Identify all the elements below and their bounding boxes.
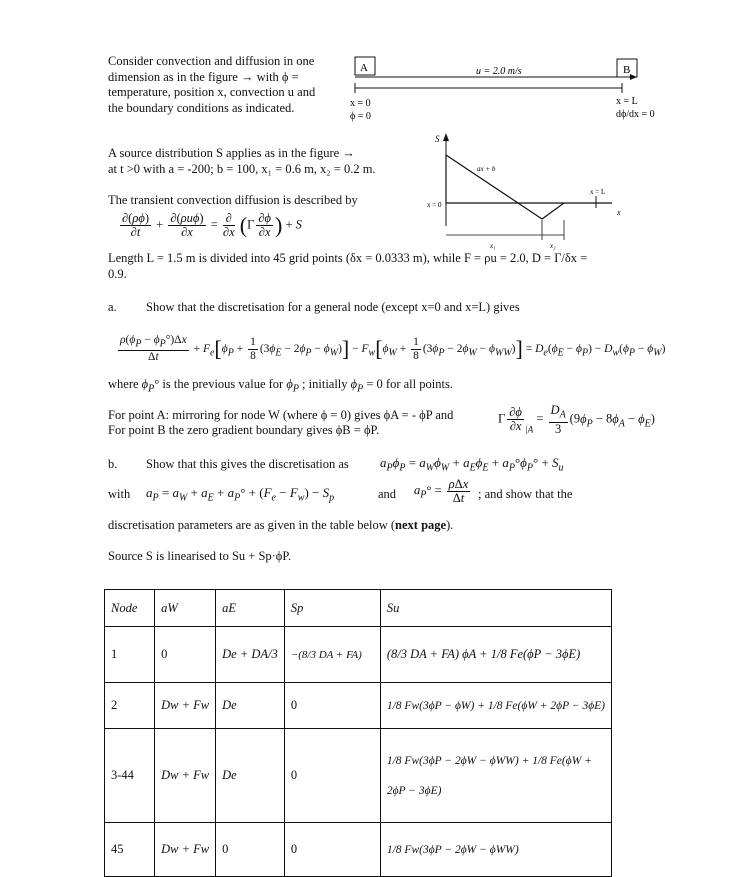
velocity-arrow-head	[630, 74, 637, 80]
general-discretisation-equation: $\frac{\rho(\phi_P - \phi_P^\circ)\Delta x}{\Delta t}$ + $F_e[\phi_P$ + $\frac{1}{8}$ $(3\phi_E - 2\phi_P - \phi_W)] - F_w[\phi_W$ + $\frac{1}{8}$ $(3\phi_P - 2\phi_W - \phi_{WW})] = D_e(\phi_E - \phi_P) - D_w(\phi_P - \phi_W)$	[120, 334, 666, 364]
row4-aw: Dw + Fw	[155, 823, 216, 877]
xl-label: x = L	[590, 188, 606, 196]
s-axis-label: S	[435, 134, 440, 144]
table-row	[105, 627, 612, 683]
point-b-text: For point B the zero gradient boundary gives ϕB = ϕP.	[108, 423, 380, 437]
row3-aw: Dw + Fw	[155, 729, 216, 823]
point-a-gradient-equation: Γ $\frac{\partial\phi}{\partial x}$ $_{|A}$ = $\frac{D_A}{3}$ $(9\phi_P - 8\phi_A - \phi_E)$	[498, 403, 655, 436]
row2-sp: 0	[284, 683, 380, 729]
with-and: and	[378, 487, 397, 501]
length-paragraph	[108, 251, 638, 282]
point-a-text: For point A: mirroring for node W (where ϕ = 0) gives ϕA = - ϕP and	[108, 408, 454, 422]
x2-label: x₂	[550, 242, 556, 250]
velocity-label: u = 2.0 m/s	[476, 66, 522, 77]
intro-line-1: Consider convection and diffusion in one	[108, 54, 315, 68]
linearised-text: Source S is linearised to Su + Sp·ϕP.	[108, 549, 292, 563]
row1-ae: De + DA/3	[216, 627, 285, 683]
header-aw: aW	[155, 590, 216, 627]
header-node: Node	[105, 590, 155, 627]
box-a-label: A	[360, 62, 368, 74]
row2-node: 2	[105, 683, 155, 729]
part-a-text: Show that the discretisation for a general node (except x=0 and x=L) gives	[146, 300, 520, 314]
intro-paragraph	[108, 54, 353, 116]
with-tail: ; and show that the	[478, 487, 573, 501]
row4-node: 45	[105, 823, 155, 877]
source-line-1: A source distribution S applies as in the figure →	[108, 146, 355, 160]
row4-su: 1/8 Fw(3ϕP − 2ϕW − ϕWW)	[380, 823, 611, 877]
header-sp: Sp	[284, 590, 380, 627]
row2-aw: Dw + Fw	[155, 683, 216, 729]
discretisation-table	[104, 589, 612, 877]
ax-b-label: ax + b	[477, 165, 496, 173]
row2-ae: De	[216, 683, 285, 729]
table-row	[105, 683, 612, 729]
ap-equation: $a_P = a_W + a_E + a_P^\circ + (F_e - F_w) - S_p$	[146, 485, 335, 504]
row4-ae: 0	[216, 823, 285, 877]
row1-aw: 0	[155, 627, 216, 683]
row4-sp: 0	[284, 823, 380, 877]
right-bc-label: dϕ/dx = 0	[616, 109, 655, 120]
source-figure	[420, 128, 640, 253]
length-line-1: Length L = 1.5 m is divided into 45 grid points (δx = 0.0333 m), while F = ρu = 2.0, D = Γ/δx =	[108, 251, 588, 265]
source-paragraph	[108, 146, 428, 177]
with-label: with	[108, 487, 131, 501]
discretisation-line: discretisation parameters are as given in the table below (next page).	[108, 518, 454, 532]
x-axis-label: x	[617, 208, 621, 217]
x0-label: x = 0	[427, 201, 442, 209]
row3-node: 3-44	[105, 729, 155, 823]
right-x-label: x = L	[616, 96, 638, 107]
ap0-equation: $a_P^\circ$ = $\frac{\text{ρΔx}}{\Delta t}$	[414, 477, 469, 505]
part-b-text: Show that this gives the discretisation as	[146, 457, 349, 471]
row1-node: 1	[105, 627, 155, 683]
left-phi-label: ϕ = 0	[350, 111, 371, 122]
header-su: Su	[380, 590, 611, 627]
header-ae: aE	[216, 590, 285, 627]
table-row	[105, 729, 612, 823]
x1-label: x₁	[490, 242, 496, 250]
table-header-row	[105, 590, 612, 627]
row3-ae: De	[216, 729, 285, 823]
row3-sp: 0	[284, 729, 380, 823]
part-a-label: a.	[108, 300, 117, 314]
domain-figure	[340, 52, 660, 127]
row1-sp: −(8/3 DA + FA)	[284, 627, 380, 683]
s-axis-head	[443, 133, 449, 141]
part-b-label: b.	[108, 457, 118, 471]
left-x-label: x = 0	[350, 98, 371, 109]
source-line-2: at t >0 with a = -200; b = 100, x₁ = 0.6 m, x₂ = 0.2 m.	[108, 161, 376, 176]
intro-line-3: temperature, position x, convection u and	[108, 85, 316, 99]
table-row	[105, 823, 612, 877]
length-line-2: 0.9.	[108, 266, 127, 281]
source-profile	[446, 155, 564, 219]
where-line: where $\phi_P^\circ$ is the previous value for $\phi_P$ ; initially $\phi_P = 0$ for all points.	[108, 377, 453, 395]
row2-su: 1/8 Fw(3ϕP − ϕW) + 1/8 Fe(ϕW + 2ϕP − 3ϕE)	[380, 683, 611, 729]
box-b-label: B	[623, 64, 631, 76]
intro-line-2: dimension as in the figure → with ϕ =	[108, 69, 299, 84]
transient-equation: $\frac{\partial(\rho\phi)}{\partial t}$ + $\frac{\text{∂(ρuϕ)}}{\partial x}$ = $\frac{\partial}{\partial x}$ (Γ $\frac{\partial\phi}{\partial x}$ ) + S	[122, 211, 302, 239]
row3-su: 1/8 Fw(3ϕP − 2ϕW − ϕWW) + 1/8 Fe(ϕW + 2ϕP − 3ϕE)	[380, 729, 611, 823]
transient-text: The transient convection diffusion is described by	[108, 193, 358, 207]
row1-su: (8/3 DA + FA) ϕA + 1/8 Fe(ϕP − 3ϕE)	[380, 627, 611, 683]
intro-line-4: the boundary conditions as indicated.	[108, 100, 295, 115]
part-b-equation: $a_P\phi_P = a_W\phi_W + a_E\phi_E + a_P^\circ\phi_P^\circ + S_u$	[380, 455, 564, 474]
